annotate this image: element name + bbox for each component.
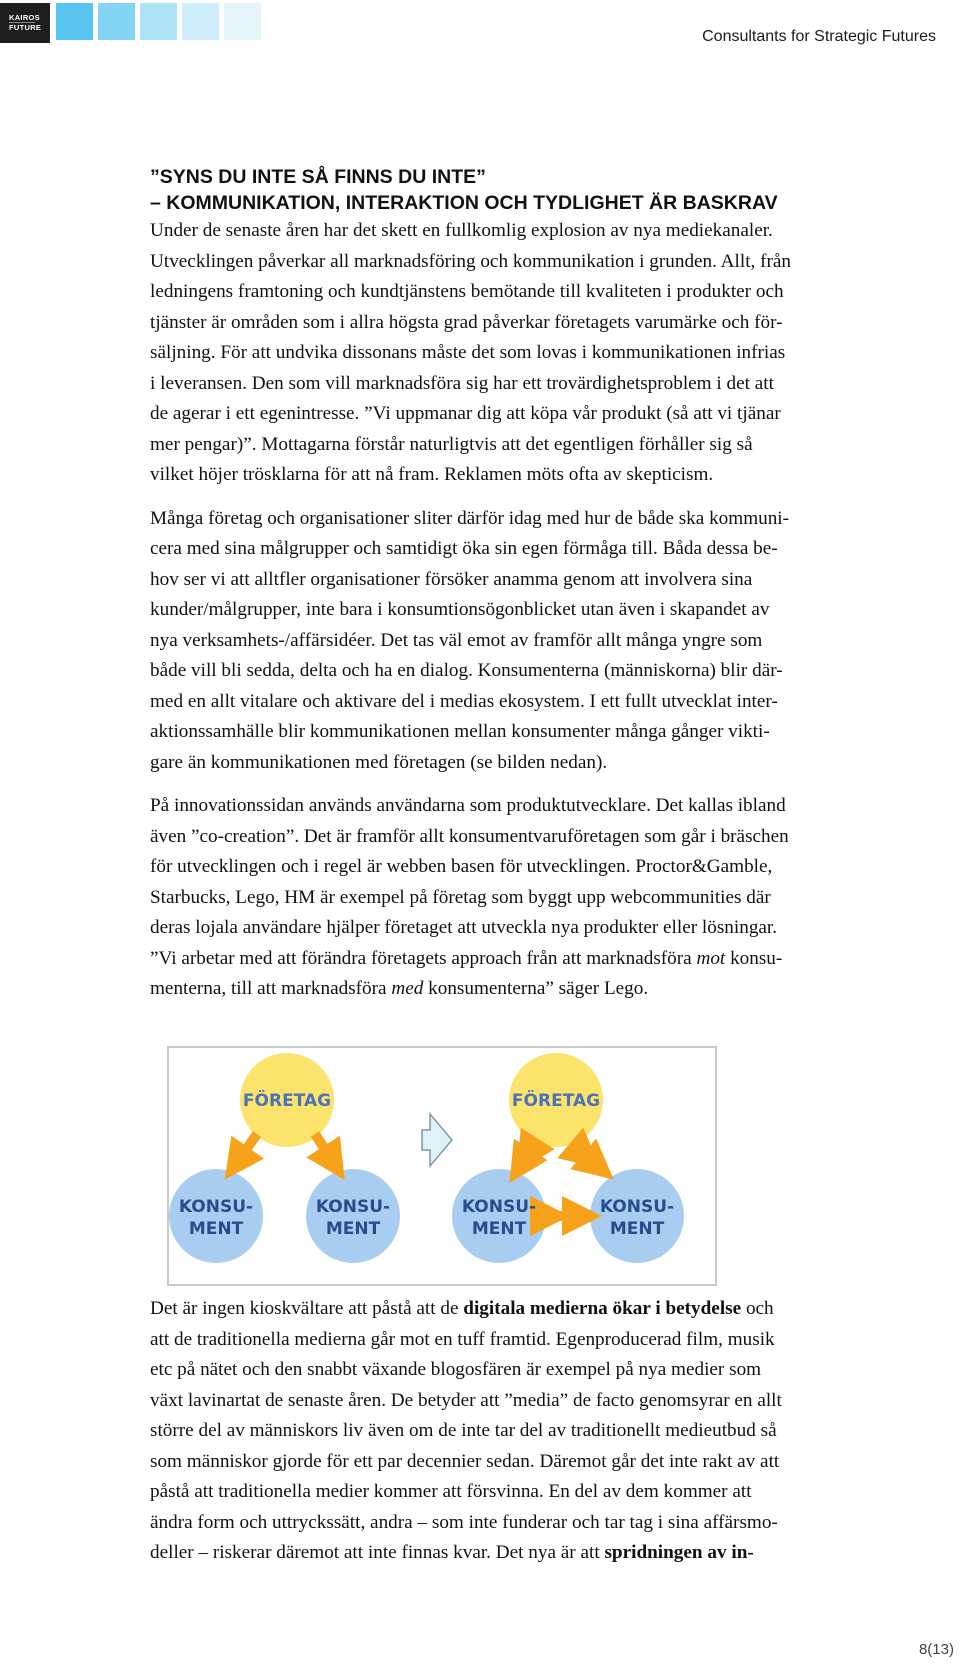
consumer-label-left-1-line1: KONSU- (178, 1197, 254, 1217)
heading-line-1: ”SYNS DU INTE SÅ FINNS DU INTE” (150, 166, 486, 188)
paragraph-line (150, 974, 960, 1005)
logo-rule (9, 22, 35, 23)
paragraph-line: Utvecklingen påverkar all marknadsföring och kommunikation i grunden. Allt, från (150, 250, 792, 272)
header-swatch-3 (140, 3, 177, 40)
paragraph-line: för utvecklingen och i regel är webben basen för utvecklingen. Proctor&Gamble, (150, 856, 773, 877)
line-text: konsumenterna” säger Lego. (423, 978, 649, 999)
kairos-future-logo (0, 3, 50, 43)
paragraph-line: hov ser vi att alltfler organisationer försöker anamma genom att involvera sina (150, 568, 753, 590)
consumer-label-left-1-line2: MENT (188, 1219, 244, 1239)
consumer-label-right-1-line1: KONSU- (461, 1197, 537, 1217)
paragraph-line: som människor gjorde för ett par decennier sedan. Däremot går det inte rakt av att (150, 1450, 780, 1472)
paragraph-line: etc på nätet och den snabbt växande blogosfären är exempel på nya medier som (150, 1359, 762, 1380)
transition-arrow-icon (422, 1114, 452, 1166)
bold-digital-media: digitala medierna ökar i betydelse (463, 1298, 742, 1319)
paragraph-line: påstå att traditionella medier kommer att försvinna. En del av dem kommer att (150, 1481, 752, 1502)
line-text: ”Vi arbetar med att förändra företagets approach från att marknadsföra (150, 947, 697, 969)
paragraph-line: Många företag och organisationer sliter därför idag med hur de både ska kommuni- (150, 507, 790, 529)
paragraph-line: cera med sina målgrupper och samtidigt öka sin egen förmåga till. Båda dessa be- (150, 538, 778, 559)
page-header (0, 0, 960, 60)
paragraph-line: ändra form och uttryckssätt, andra – som inte funderar och tar tag i sina affärsmo- (150, 1511, 778, 1533)
emphasis-mot: mot (696, 947, 726, 969)
arrow-company-consumer-bi-right (587, 1157, 600, 1168)
paragraph-line: med en allt vitalare och aktivare del i medias ekosystem. I ett fullt utvecklat inter- (150, 690, 778, 712)
diagram-svg (169, 1048, 715, 1284)
paragraph-line: även ”co-creation”. Det är framför allt konsumentvaruföretagen som går i bräschen (150, 825, 789, 847)
paragraph-line: Starbucks, Lego, HM är exempel på företag som byggt upp webcommunities där (150, 886, 771, 908)
paragraph-line: större del av människors liv även om de inte tar del av traditionellt medieutbud så (150, 1420, 777, 1441)
section-heading (150, 164, 960, 216)
paragraph-line: mer pengar)”. Mottagarna förstår naturligtvis att det egentligen förhåller sig så (150, 433, 753, 455)
paragraph-line: i leveransen. Den som vill marknadsföra sig har ett trovärdighetsproblem i det att (150, 372, 774, 394)
interaction-diagram (167, 1046, 717, 1286)
header-swatch-1 (56, 3, 93, 40)
header-swatch-2 (98, 3, 135, 40)
main-content (150, 164, 960, 1005)
line-text: Det är ingen kioskvältare att påstå att de (150, 1298, 464, 1319)
paragraph-line: att de traditionella medierna går mot en tuff framtid. Egenproducerad film, musik (150, 1328, 775, 1350)
line-text: menterna, till att marknadsföra (150, 978, 392, 999)
consumer-label-right-2-line2: MENT (609, 1219, 665, 1239)
consumer-label-right-2-line1: KONSU- (599, 1197, 675, 1217)
company-label-left: FÖRETAG (242, 1091, 332, 1111)
paragraph-line: de agerar i ett egenintresse. ”Vi uppmanar dig att köpa vår produkt (så att vi tjänar (150, 403, 781, 424)
paragraph-line: tjänster är områden som i allra högsta grad påverkar företagets varumärke och för- (150, 311, 783, 333)
paragraph-line: På innovationssidan används användarna som produktutvecklare. Det kallas ibland (150, 795, 786, 816)
paragraph-line: deras lojala användare hjälper företaget att utveckla nya produkter eller lösningar. (150, 917, 778, 938)
paragraph-line: nya verksamhets-/affärsidéer. Det tas väl emot av framför allt många yngre som (150, 629, 763, 651)
paragraph-line (150, 1538, 960, 1569)
paragraph-1 (150, 216, 960, 491)
arrow-company-to-consumer-left (235, 1134, 257, 1165)
page-number: 8(13) (918, 1641, 954, 1658)
paragraph-line: aktionssamhälle blir kommunikationen mellan konsumenter många gånger vikti- (150, 721, 770, 742)
line-text: konsu- (725, 947, 783, 969)
paragraph-4 (150, 1294, 960, 1569)
bold-spread: spridningen av in- (604, 1542, 754, 1563)
paragraph-line: vilket höjer trösklarna för att nå fram. Reklamen möts ofta av skepticism. (150, 464, 714, 485)
header-swatch-4 (182, 3, 219, 40)
paragraph-2 (150, 504, 960, 779)
paragraph-3 (150, 791, 960, 1005)
header-tagline: Consultants for Strategic Futures (702, 28, 936, 45)
paragraph-line: växt lavinartat de senaste åren. De betyder att ”media” de facto genomsyrar en allt (150, 1389, 782, 1411)
closing-content (150, 1294, 960, 1569)
arrow-company-to-consumer-right (315, 1134, 335, 1165)
line-text: och (741, 1298, 774, 1319)
line-text: deller – riskerar däremot att inte finnas kvar. Det nya är att (150, 1542, 605, 1563)
logo-line-2: FUTURE (9, 23, 42, 32)
arrow-company-consumer-bi-left (519, 1157, 526, 1168)
company-label-right: FÖRETAG (511, 1091, 601, 1111)
paragraph-line: både vill bli sedda, delta och ha en dialog. Konsumenterna (människorna) blir där- (150, 660, 783, 681)
heading-line-2: – KOMMUNIKATION, INTERAKTION OCH TYDLIGHET ÄR BASKRAV (150, 192, 778, 214)
paragraph-line (150, 1294, 960, 1325)
paragraph-line: Under de senaste åren har det skett en fullkomlig explosion av nya mediekanaler. (150, 220, 773, 241)
consumer-label-left-2-line2: MENT (325, 1219, 381, 1239)
logo-line-1: KAIROS (9, 13, 40, 22)
paragraph-line (150, 944, 960, 975)
paragraph-line: ledningens framtoning och kundtjänstens bemötande till kvaliteten i produkter och (150, 281, 784, 302)
paragraph-line: säljning. För att undvika dissonans måste det som lovas i kommunikationen infrias (150, 342, 786, 363)
emphasis-med: med (391, 978, 424, 999)
header-swatch-5 (224, 3, 261, 40)
consumer-label-left-2-line1: KONSU- (315, 1197, 391, 1217)
paragraph-line: gare än kommunikationen med företagen (se bilden nedan). (150, 751, 608, 773)
consumer-label-right-1-line2: MENT (471, 1219, 527, 1239)
paragraph-line: kunder/målgrupper, inte bara i konsumtionsögonblicket utan även i skapandet av (150, 599, 770, 620)
